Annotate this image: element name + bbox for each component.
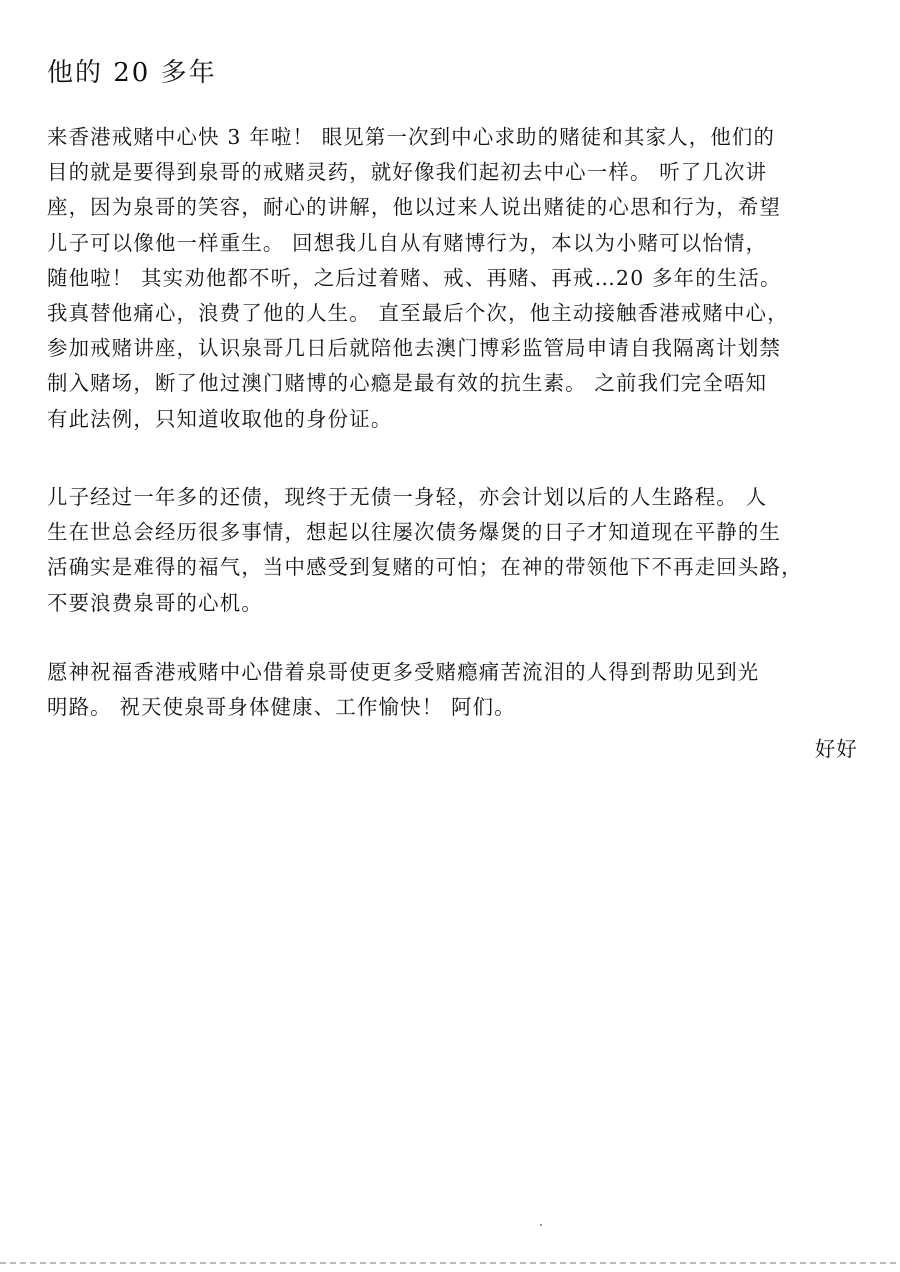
document-title: 他的 20 多年	[47, 58, 217, 88]
scan-speck	[540, 1224, 542, 1226]
paragraph-3	[47, 655, 867, 725]
text-line: 生在世总会经历很多事情，想起以往屡次债务爆煲的日子才知道现在平静的生	[47, 520, 782, 545]
text-line: 活确实是难得的福气，当中感受到复赌的可怕；在神的带领他下不再走回头路，	[47, 555, 803, 580]
paragraph-2	[47, 480, 867, 621]
text-line: 儿子经过一年多的还债，现终于无债一身轻，亦会计划以后的人生路程。 人	[47, 485, 768, 509]
text-line: 座，因为泉哥的笑容，耐心的讲解，他以过来人说出赌徒的心思和行为，希望	[47, 195, 782, 220]
signature: 好好	[814, 737, 858, 761]
text-line: 不要浪费泉哥的心机。	[47, 590, 263, 615]
text-line: 儿子可以像他一样重生。 回想我儿自从有赌博行为，本以为小赌可以怡情，	[47, 230, 768, 255]
text-line: 明路。 祝天使泉哥身体健康、工作愉快！ 阿们。	[47, 695, 516, 720]
text-line: 愿神祝福香港戒赌中心借着泉哥使更多受赌瘾痛苦流泪的人得到帮助见到光	[47, 660, 760, 684]
text-line: 来香港戒赌中心快 3 年啦！ 眼见第一次到中心求助的赌徒和其家人，他们的	[47, 125, 776, 149]
text-line: 有此法例，只知道收取他的身份证。	[47, 406, 393, 431]
text-line: 制入赌场，断了他过澳门赌博的心瘾是最有效的抗生素。 之前我们完全唔知	[47, 371, 768, 396]
text-line: 我真替他痛心，浪费了他的人生。 直至最后个次，他主动接触香港戒赌中心，	[47, 301, 789, 326]
scan-bottom-edge	[0, 1262, 900, 1264]
paragraph-1	[47, 120, 867, 437]
text-line: 目的就是要得到泉哥的戒赌灵药，就好像我们起初去中心一样。 听了几次讲	[47, 160, 768, 185]
text-line: 参加戒赌讲座，认识泉哥几日后就陪他去澳门博彩监管局申请自我隔离计划禁	[47, 336, 782, 361]
text-line: 随他啦！ 其实劝他都不听，之后过着赌、戒、再赌、再戒…20 多年的生活。	[47, 265, 782, 290]
